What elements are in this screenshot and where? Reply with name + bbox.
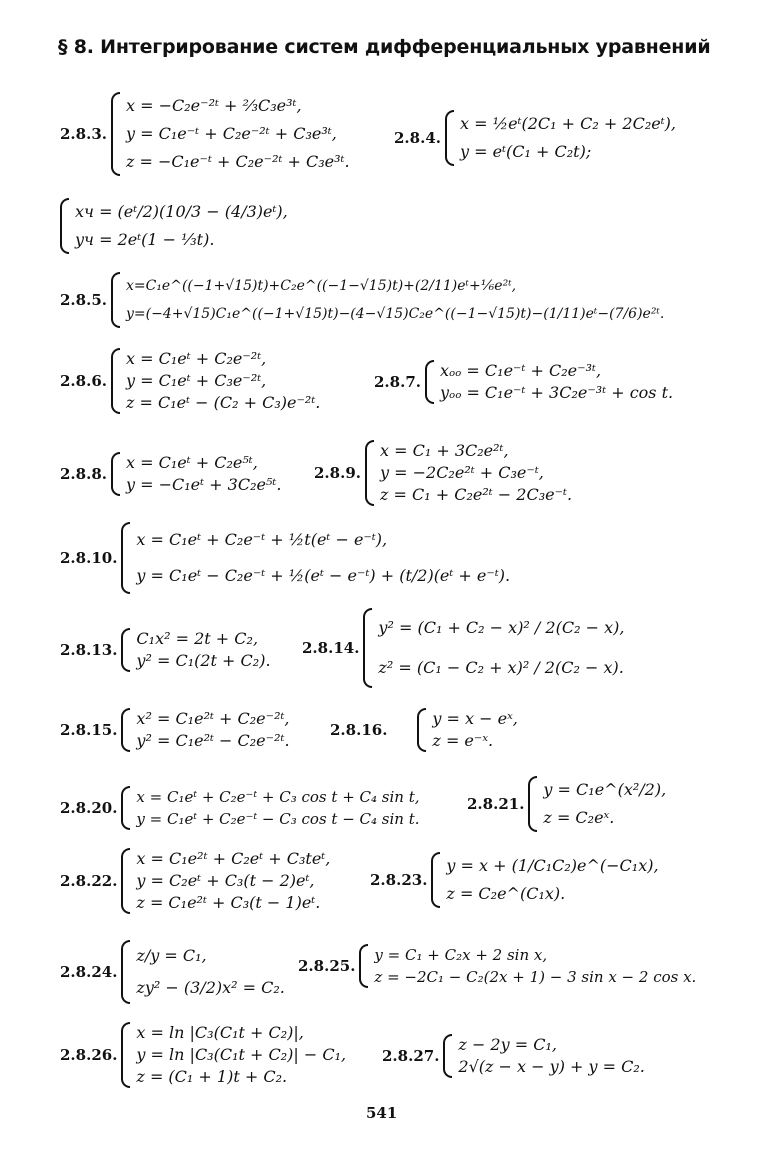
equation-line: z = e⁻ˣ. — [432, 731, 494, 750]
answer-number: 2.8.20. — [60, 799, 118, 817]
answer-number: 2.8.26. — [60, 1046, 118, 1064]
equation-line: x=C₁e^((−1+√15)t)+C₂e^((−1−√15)t)+(2/11)eᵗ+⅙e²ᵗ, — [125, 278, 517, 294]
brace — [431, 852, 440, 908]
brace — [111, 92, 120, 176]
answer-number: 2.8.4. — [394, 129, 441, 147]
equation-line: 2√(z − x − y) + y = C₂. — [458, 1057, 645, 1076]
equation-line: y = C₁ + C₂x + 2 sin x, — [374, 946, 548, 964]
answer-number: 2.8.24. — [60, 963, 118, 981]
equation-line: z = C₁e²ᵗ + C₃(t − 1)eᵗ. — [136, 893, 321, 912]
equation-line: x = −C₂e⁻²ᵗ + ⅔C₃e³ᵗ, — [125, 96, 302, 115]
answer-number: 2.8.3. — [60, 125, 107, 143]
brace — [121, 628, 130, 672]
brace — [528, 776, 537, 832]
answer-number: 2.8.14. — [302, 639, 360, 657]
answer-number: 2.8.15. — [60, 721, 118, 739]
answer-number: 2.8.8. — [60, 465, 107, 483]
equation-line: y = C₁eᵗ + C₃e⁻²ᵗ, — [125, 371, 267, 390]
equation-line: y = ln |C₃(C₁t + C₂)| − C₁, — [136, 1045, 347, 1064]
equation-line: C₁x² = 2t + C₂, — [136, 629, 259, 648]
answer-number: 2.8.21. — [467, 795, 525, 813]
equation-line: y = C₁eᵗ + C₂e⁻ᵗ − C₃ cos t − C₄ sin t. — [136, 810, 420, 828]
answer-2-8-22 — [60, 848, 330, 914]
brace — [111, 348, 120, 414]
answer-2-8-27 — [382, 1034, 645, 1078]
brace — [425, 360, 434, 404]
equation-line: yₒₒ = C₁e⁻ᵗ + 3C₂e⁻³ᵗ + cos t. — [439, 383, 674, 402]
equation-line: z = C₁eᵗ − (C₂ + C₃)e⁻²ᵗ. — [125, 393, 321, 412]
equation-line: y = C₂eᵗ + C₃(t − 2)eᵗ, — [136, 871, 315, 890]
answer-2-8-3 — [60, 92, 350, 176]
equation-line: y² = (C₁ + C₂ − x)² / 2(C₂ − x), — [378, 618, 625, 637]
answer-2-8-26 — [60, 1022, 346, 1088]
equation-line: z − 2y = C₁, — [458, 1035, 557, 1054]
answer-2-8-23 — [370, 852, 659, 908]
answer-number: 2.8.23. — [370, 871, 428, 889]
brace — [445, 110, 454, 166]
equation-line: y = x − eˣ, — [432, 709, 518, 728]
answer-number: 2.8.22. — [60, 872, 118, 890]
answer-2-8-6 — [60, 348, 320, 414]
equation-line: xₒₒ = C₁e⁻ᵗ + C₂e⁻³ᵗ, — [439, 361, 602, 380]
equation-line: y = C₁e^(x²/2), — [543, 780, 667, 799]
page-number: 541 — [366, 1104, 398, 1122]
answer-2-8-4 — [394, 110, 676, 166]
equation-line: y = x + (1/C₁C₂)e^(−C₁x), — [446, 856, 659, 875]
brace — [443, 1034, 452, 1078]
brace — [60, 198, 69, 254]
answer-2-8-7 — [374, 360, 673, 404]
brace — [121, 522, 130, 594]
equation-line: x = C₁ + 3C₂e²ᵗ, — [379, 441, 509, 460]
equation-line: z = C₂e^(C₁x). — [446, 884, 566, 903]
equation-line: y = C₁eᵗ − C₂e⁻ᵗ + ½(eᵗ − e⁻ᵗ) + (t/2)(eᵗ + e⁻ᵗ). — [136, 566, 511, 585]
answer-2-8-21 — [467, 776, 666, 832]
equation-line: z = −C₁e⁻ᵗ + C₂e⁻²ᵗ + C₃e³ᵗ. — [125, 152, 350, 171]
answer-2-8-24 — [60, 940, 285, 1004]
equation-line: y = C₁e⁻ᵗ + C₂e⁻²ᵗ + C₃e³ᵗ, — [125, 124, 337, 143]
equation-line: x = ½eᵗ(2C₁ + C₂ + 2C₂eᵗ), — [459, 114, 676, 133]
brace — [365, 440, 374, 506]
equation-line: y² = C₁e²ᵗ − C₂e⁻²ᵗ. — [136, 731, 290, 750]
answer-particular — [60, 198, 288, 254]
equation-line: x = C₁eᵗ + C₂e⁵ᵗ, — [125, 453, 258, 472]
answer-2-8-16 — [330, 708, 518, 752]
answer-2-8-25 — [298, 944, 696, 988]
equation-line: z = C₂eˣ. — [543, 808, 615, 827]
equation-line: x = C₁eᵗ + C₂e⁻ᵗ + ½t(eᵗ − e⁻ᵗ), — [136, 530, 388, 549]
equation-line: z = (C₁ + 1)t + C₂. — [136, 1067, 288, 1086]
answer-number: 2.8.5. — [60, 291, 107, 309]
section-heading: § 8. Интегрирование систем дифференциальных уравнений — [58, 36, 711, 58]
equation-line: y = eᵗ(C₁ + C₂t); — [459, 142, 592, 161]
answer-2-8-15 — [60, 708, 290, 752]
brace — [121, 708, 130, 752]
equation-line: xч = (eᵗ/2)(10/3 − (4/3)eᵗ), — [75, 202, 288, 221]
equation-line: y = −C₁eᵗ + 3C₂e⁵ᵗ. — [125, 475, 282, 494]
answer-number: 2.8.10. — [60, 549, 118, 567]
answer-2-8-8 — [60, 452, 281, 496]
brace — [111, 272, 120, 328]
equation-line: x = C₁eᵗ + C₂e⁻²ᵗ, — [125, 349, 267, 368]
brace — [121, 1022, 130, 1088]
brace — [363, 608, 372, 688]
answer-2-8-5 — [60, 272, 664, 328]
brace — [111, 452, 120, 496]
equation-line: x = ln |C₃(C₁t + C₂)|, — [136, 1023, 304, 1042]
answer-number: 2.8.27. — [382, 1047, 440, 1065]
answer-2-8-13 — [60, 628, 271, 672]
equation-line: x² = C₁e²ᵗ + C₂e⁻²ᵗ, — [136, 709, 290, 728]
equation-line: y = −2C₂e²ᵗ + C₃e⁻ᵗ, — [379, 463, 544, 482]
equation-line: z = C₁ + C₂e²ᵗ − 2C₃e⁻ᵗ. — [379, 485, 573, 504]
equation-line: y=(−4+√15)C₁e^((−1+√15)t)−(4−√15)C₂e^((−1−√15)t)−(1/11)eᵗ−(7/6)e²ᵗ. — [125, 306, 665, 322]
brace — [121, 786, 130, 830]
equation-line: x = C₁eᵗ + C₂e⁻ᵗ + C₃ cos t + C₄ sin t, — [136, 788, 420, 806]
brace — [359, 944, 368, 988]
answer-number: 2.8.6. — [60, 372, 107, 390]
answer-2-8-20 — [60, 786, 420, 830]
equation-line: z/y = C₁, — [136, 946, 207, 965]
answer-number: 2.8.13. — [60, 641, 118, 659]
answer-number: 2.8.16. — [330, 721, 388, 739]
equation-line: y² = C₁(2t + C₂). — [136, 651, 271, 670]
answer-number: 2.8.25. — [298, 957, 356, 975]
answer-2-8-10 — [60, 522, 510, 594]
equation-line: x = C₁e²ᵗ + C₂eᵗ + C₃teᵗ, — [136, 849, 331, 868]
equation-line: yч = 2eᵗ(1 − ⅓t). — [75, 230, 215, 249]
answer-number: 2.8.7. — [374, 373, 421, 391]
brace — [417, 708, 426, 752]
equation-line: zy² − (3/2)x² = C₂. — [136, 978, 285, 997]
brace — [121, 848, 130, 914]
answer-number: 2.8.9. — [314, 464, 361, 482]
equation-line: z² = (C₁ − C₂ + x)² / 2(C₂ − x). — [378, 658, 624, 677]
answer-2-8-9 — [314, 440, 572, 506]
answer-2-8-14 — [302, 608, 624, 688]
equation-line: z = −2C₁ − C₂(2x + 1) − 3 sin x − 2 cos x. — [374, 968, 697, 986]
brace — [121, 940, 130, 1004]
